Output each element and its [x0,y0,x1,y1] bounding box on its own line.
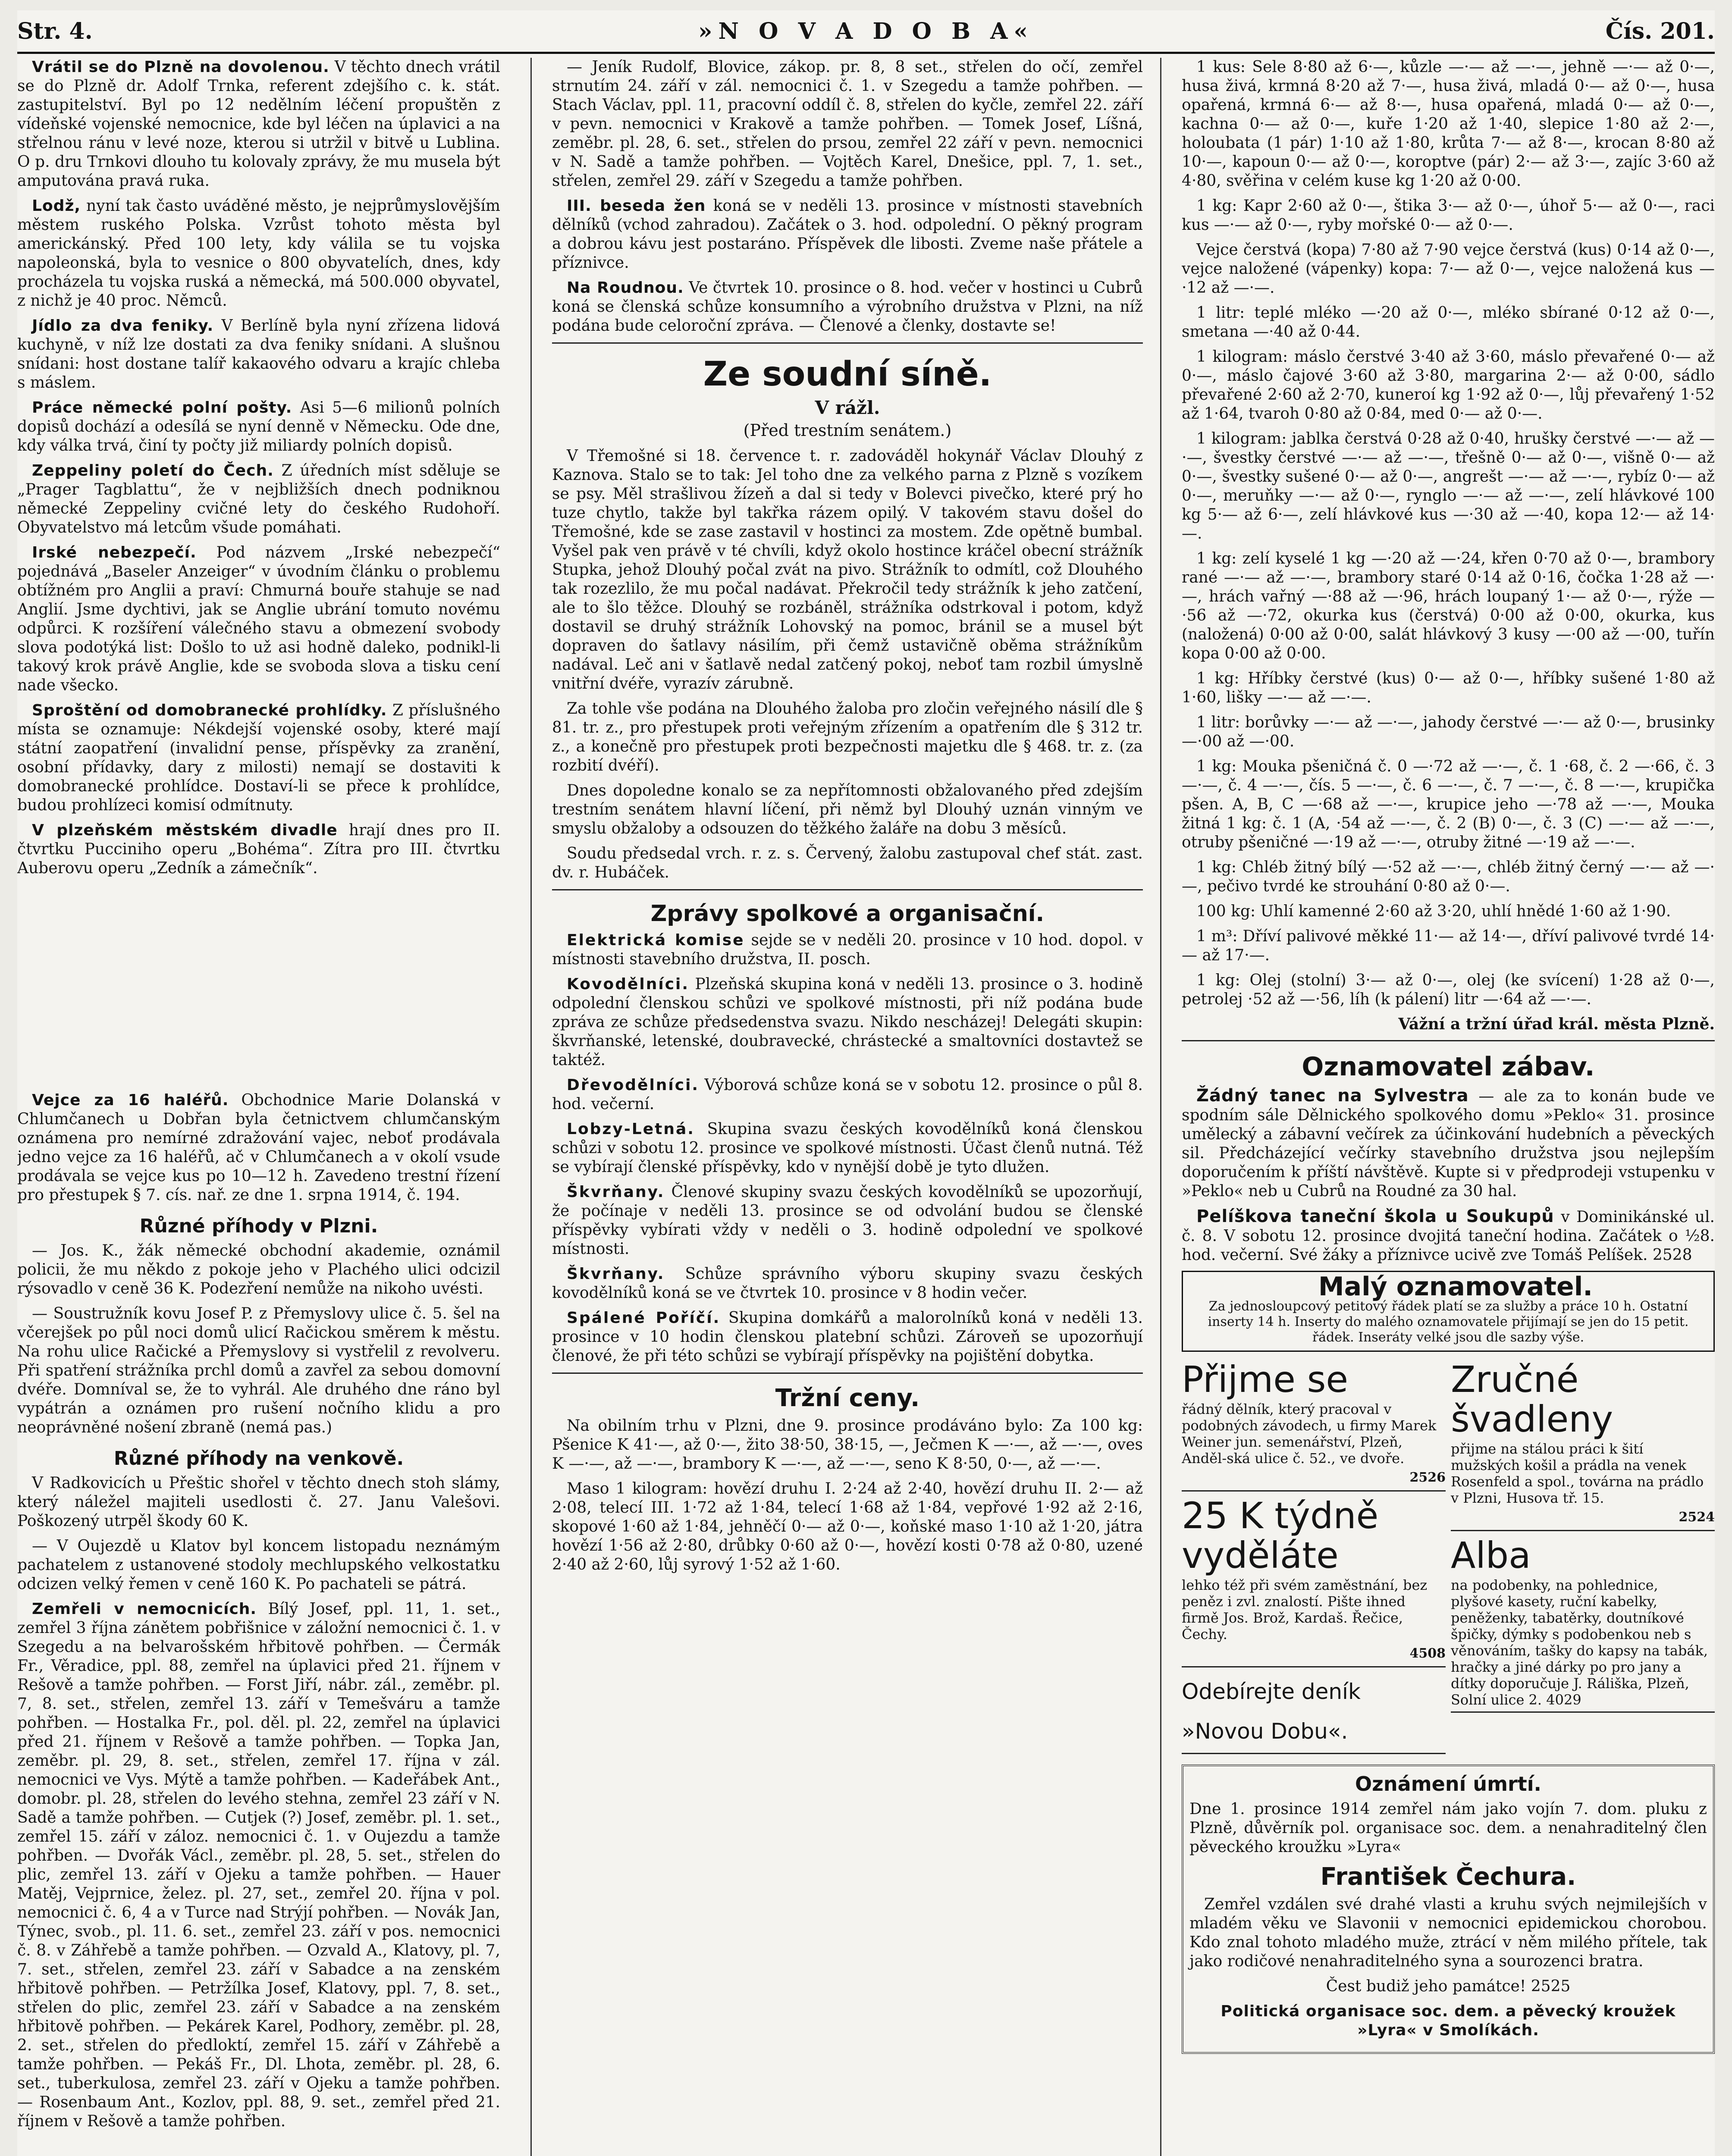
column-1 [17,58,500,2156]
newspaper-title: »N O V A D O B A« [698,18,1034,44]
classified-note: Za jednosloupcový petitový řádek platí se za služby a práce 10 h. Ostatní inserty 14 h. Inserty do malého oznamovatele přijímají se jen do 15 petit. řádek. Inseráty velké jsou dle sazby výše. [1208,1299,1689,1345]
price-paragraph: 1 m³: Dříví palivové měkké 11·— až 14·—, dříví palivové tvrdé 14·— až 17·—. [1182,928,1715,964]
news-text: hrají dnes pro II. čtvrtku Pucciniho operu „Bohéma“. Zítra pro III. čtvrtku Auberovu operu „Zedník a zámečník“. [17,821,500,877]
court-paragraph: Dnes dopoledne konalo se za nepřítomnosti obžalovaného před zdejším trestním senátem hlavní líčení, při němž byl Dlouhý uznán vinným ve smyslu obžaloby a odsouzen do těžkého žaláře na dobu 3 měsíců. [552,782,1143,837]
news-text: Pod názvem „Irské nebezpečí“ pojednává „Baseler Anzeiger“ v úvodním článku o problemu obtížném pro Anglii a praví: Chmurná bouře stahuje se nad Anglií. Jsme dychtivi, jak se Anglie ubrání tomuto novému odpůrci. K rozšíření válečného stavu a obmezení svobody slova podotýká list: Došlo to už asi hodně daleko, podnikl-li takový krok právě Anglie, kde se svoboda slova a tisku cení nade všecko. [17,544,500,694]
club-text: Členové skupiny svazu českých kovodělníků se upozorňují, že počínaje v neděli 13. prosince se od odvolání budou se členské příspěvky vybírati vždy v neděli o 3. hodině odpolední ve spolkové místnosti. [552,1183,1143,1258]
price-paragraph: 1 kilogram: jablka čerstvá 0·28 až 0·40, hrušky čerstvé —·— až —·—, švestky čerstvé —·— až —·—, třešně 0·— až 0·—, višně 0·— až 0·—, švestky sušené 0·— až 0·—, angrešt —·— až —·—, rybíz 0·— až 0·—, meruňky —·— až 0·—, rynglo —·— až —·—, zelí hlávkové 100 kg 5·— až 6·—, zelí hlávkové kus —·30 až —·40, kopa 12·— až 14·—. [1182,430,1715,542]
news-headline: III. beseda žen [567,197,706,215]
news-item [17,821,500,878]
issue-number: Čís. 201. [1605,18,1715,44]
news-headline: Práce německé polní pošty. [32,399,292,417]
ad-headline: Přijme se [1182,1358,1349,1401]
court-paragraph: Za tohle vše podána na Dlouhého žaloba pro zločin veřejného násilí dle § 81. tr. z., pro přestupek proti veřejným zřízením a opatřením dle § 312 tr. z., a konečně pro přestupek proti bezpečnosti majetku dle § 468. tr. z. (za rozbití dvéří). [552,700,1143,774]
news-text: V Berlíně byla nyní zřízena lidová kuchyně, v níž lze dostati za dva feniky snídani. A slušnou snídani: host dostane talíř kakaového odvaru a krajíc chleba s máslem. [17,317,500,392]
price-paragraph: 1 kg: Olej (stolní) 3·— až 0·—, olej (ke svícení) 1·28 až 0·—, petrolej ·52 až —·56, líh (k pálení) litr —·64 až —·—. [1182,971,1715,1008]
obituary-text: Dne 1. prosince 1914 zemřel nám jako vojín 7. dom. pluku z Plzně, důvěrník pol. organisace soc. dem. a nenahraditelný člen pěveckého kroužku »Lyra« [1189,1800,1707,1856]
news-headline: Jídlo za dva feniky. [32,317,214,335]
ad-headline: 25 K týdně vyděláte [1182,1495,1379,1576]
section-heading: Různé příhody v Plzni. [139,1215,378,1237]
club-name: Elektrická komise [567,931,745,949]
news-items [17,1091,500,1205]
news-item [17,197,500,310]
price-paragraph: 1 kg: zelí kyselé 1 kg —·20 až —·24, křen 0·70 až 0·—, brambory rané —·— až —·—, brambory staré 0·14 až 0·16, čočka 1·28 až —·—, hrách vařný —·88 až —·96, hrách loupaný 1·— až 0·—, rýže —·56 až —·72, okurka kus (čerstvá) 0·00 až 0·00, okurka, kus (naložená) 0·00 až 0·00, salát hlávkový 3 kusy —·00 až —·00, tuřín kopa 0·00 až 0·00. [1182,550,1715,662]
court-subheading: V rážl. [815,397,880,418]
news-headline: Na Roudnou. [567,279,684,297]
price-paragraph: 1 kg: Chléb žitný bílý —·52 až —·—, chléb žitný černý —·— až —·—, pečivo tvrdé ke strouhání 0·80 až 0·—. [1182,859,1715,895]
event-title: Pelíškova taneční škola u Soukupů [1196,1206,1554,1226]
page-number: Str. 4. [17,18,93,44]
club-text: Skupina domkářů a malorolníků koná v neděli 13. prosince v 10 hodin členskou platební schůzi. Zároveň se upozorňují členové, že při této schůzi se vybírají příspěvky na pojištění dobytka. [552,1309,1143,1365]
classified-ad [1182,1360,1446,1492]
club-text: Plzeňská skupina koná v neděli 13. prosince o 3. hodině odpolední členskou schůzi ve spolkové místnosti, při níž podána bude zpráva ze schůze předsedenstva svazu. Nikdo nescházej! Delegáti skupin: škvrňanské, letenské, doubravecké, chrástecké a smaltovníci dostavtež se taktéž. [552,975,1143,1069]
news-headline: Lodž, [32,197,81,215]
obituary [1182,1764,1715,2054]
event-text: — ale za to konán bude ve spodním sále Dělnického spolkového domu »Peklo« 31. prosince umělecký a zábavní večírek za účinkování hudebních a pěveckých sil. Předcházející večírky stavebního družstva jsou nejlepším doporučením k příští návštěvě. Kupte si v předprodeji vstupenku v »Peklo« neb u Cubrů na Roudné za 30 hal. [1182,1087,1715,1200]
column-divider [1160,58,1161,2156]
news-text: V Radkovicích u Přeštic shořel v těchto dnech stoh slámy, který náležel majiteli usedlosti č. 27. Janu Valešovi. Poškozený utrpěl škody 60 K. [17,1474,500,1530]
event-title: Žádný tanec na Sylvestra [1196,1086,1469,1106]
court-paragraph: V Třemošné si 18. července t. r. zadováděl hokynář Václav Dlouhý z Kaznova. Stalo se to tak: Jel toho dne za velkého parna z Plzně s vozíkem se psy. Měl strašlivou žízeň a dal si tedy v Bolevci pivečko, které prý ho tuze chytlo, takže byl takřka rázem opilý. V takovém stavu došel do Třemošné, kde se zase zastavil v hostinci za mostem. Zde opětně bumbal. Vyšel pak ven právě v té chvíli, když okolo hostince kráčel obecní strážník Stupka, jehož Dlouhý počal zvát na pivo. Strážník to odmítl, což Dlouhého tak rozezlilo, že mu počal nadávat. Překročil tedy strážník k jeho zatčení, ale to šlo těžce. Dlouhý se rozbáněl, strážníka odstrkoval i potom, když dostavil se druhý strážník Lohovský na pomoc, bránil se a musel být dopraven do šatlavy násilím, při čemž ustavičně oběma strážníkům nadával. Leč ani v šatlavě nedal zatčený pokoj, neboť tam rozbil úmyslně vnitřní dvéře, vyrazív zárubně. [552,447,1143,693]
news-text: — Soustružník kovu Josef P. z Přemyslovy ulice č. 5. šel na včerejšek po půl noci domů ulicí Račickou směrem k městu. Na rohu ulice Račické a Přemyslovy si vystřelil z revolveru. Při spatření strážníka prchl domů a zavřel za sebou domovní dvéře. Domníval se, že to vyhrál. Ale druhého dne ráno byl vypátrán a oznámen pro rušení nočního klidu a pro neoprávněné nošení zbraně (nemá pas.) [17,1305,500,1436]
news-headline: Vrátil se do Plzně na dovolenou. [32,58,329,76]
club-name: Lobzy-Letná. [567,1120,695,1138]
classified-title: Malý oznamovatel. [1318,1272,1593,1302]
court-heading: Ze soudní síně. [703,355,992,394]
market-heading: Tržní ceny. [775,1384,920,1412]
club-notice [552,1183,1143,1259]
event-notice [1182,1086,1715,1201]
news-headline: Zemřeli v nemocnicích. [32,1600,257,1618]
divider [552,1373,1143,1374]
news-text: V těchto dnech vrátil se do Plzně dr. Adolf Trnka, referent zdejšího c. k. stát. zastupitelství. Byl po 12 nedělním léčení propuštěn z vídeňské vojenské nemocnice, kde byl léčen na úplavici a na střelnou ránu v levé noze, kterou si utržil v bitvě u Lublina. O p. dru Trnkovi dlouho tu kolovaly zprávy, že mu musela být amputována pravá ruka. [17,58,500,190]
section-heading: Různé příhody na venkově. [113,1448,404,1470]
club-text: sejde se v neděli 20. prosince v 10 hod. dopol. v místnosti stavebního družstva, II. posch. [552,931,1143,968]
classified-ad [1451,1536,1715,1713]
news-item [17,317,500,392]
newspaper-page [17,10,1715,2156]
club-notice [552,1309,1143,1366]
news-text: koná se v neděli 13. prosince v místnosti stavebních dělníků (vchod zahradou). Začátek o 3. hod. odpolední. O pěkný program a dobrou kávu jest postaráno. Příspěvek dle libosti. Zveme naše přátele a příznivce. [552,197,1143,272]
news-item [552,279,1143,335]
price-paragraph: Vejce čerstvá (kopa) 7·80 až 7·90 vejce čerstvá (kus) 0·14 až 0·—, vejce naložené (vápenky) kopa: 7·— až 0·—, vejce naložená kus —·12 až —·—. [1182,241,1715,297]
news-item [17,58,500,191]
ad-text: lehko též při svém zaměstnání, bez peněz i zvl. znalostí. Pište ihned firmě Jos. Brož, Kardaš. Řečice, Čechy. [1182,1577,1428,1642]
divider [552,342,1143,344]
event-notice [1182,1207,1715,1265]
news-item [17,1600,500,2131]
club-notice [552,1265,1143,1303]
divider [1182,1040,1715,1041]
news-item [17,398,500,455]
column-3 [1182,58,1715,2156]
news-item [17,543,500,695]
price-paragraph: 1 litr: borůvky —·— až —·—, jahody čerstvé —·— až 0·—, brusinky —·00 až —·00. [1182,714,1715,750]
news-items [17,58,500,878]
news-text: Z příslušného místa se oznamuje: Nékdejší vojenské osoby, které mají státní zaopatření (invalidní pense, příspěvky za zranění, osobní přídavky, dary z milosti) nemají se dostaviti k domobranecké prohlídce. Dostaví-li se přece k prohlídce, budou prohlízeci komisí odmítnuty. [17,702,500,814]
market-prices [552,1416,1143,1574]
price-paragraph: 1 kilogram: máslo čerstvé 3·40 až 3·60, máslo převařené 0·— až 0·—, máslo čajové 3·60 až 3·80, margarina 2·— až 0·00, sádlo převařené 2·60 až 2·70, kuneroí kg 1·92 až 0·—, lůj převařený 1·52 až 1·64, tvaroh 0·80 až 0·84, med 0·— až 0·—. [1182,348,1715,423]
ad-headline: Zručné švadleny [1451,1358,1613,1440]
club-text: Skupina svazu českých kovodělníků koná členskou schůzi v sobotu 12. prosince ve spolkové místnosti. Účast členů nutná. Též se vybírají členské příspěvky, kdo v nynější době je tyto dlužen. [552,1120,1143,1176]
column-divider [530,58,532,2156]
news-item [17,1304,500,1437]
news-item [17,1537,500,1594]
ad-headline: Alba [1451,1534,1531,1576]
ad-number: 4508 [1409,1646,1446,1661]
price-paragraph: 100 kg: Uhlí kamenné 2·60 až 3·20, uhlí hnědé 1·60 až 1·90. [1196,903,1671,920]
news-headline: Irské nebezpečí. [32,544,197,561]
clubs-heading: Zprávy spolkové a organisační. [650,901,1045,927]
club-notice [552,1076,1143,1114]
court-note: (Před trestním senátem.) [743,421,952,440]
news-text: Obchodnice Marie Dolanská v Chlumčanech u Dobřan byla četnictvem chlumčanským oznámena pro nemírné zdražování vajec, neboť prodávala jedno vejce za 16 haléřů, ač v Chlumčanech a v okolí vsude prodávala se vejce kus po 10—12 h. Zavedeno trestní řízení pro přestupek § 7. cís. nař. ze dne 1. srpna 1914, č. 194. [17,1091,500,1204]
price-paragraph: 1 kg: Kapr 2·60 až 0·—, štika 3·— až 0·—, úhoř 5·— až 0·—, raci kus —·— až 0·—, ryby mořské 0·— až 0·—. [1182,197,1715,234]
club-text: Výborová schůze koná se v sobotu 12. prosince o půl 8. hod. večerní. [552,1076,1143,1113]
news-text: Bílý Josef, ppl. 11, 1. set., zemřel 3 října zánětem pobřišnice v záložní nemocnici č. 1. v Szegedu a na belvarošském hřbitově pohřben. — Čermák Fr., Věradice, ppl. 88, zemřel na úplavici před 21. říjnem v Rešově a tamže pohřben. — Forst Jiří, nábr. zál., zeměbr. pl. 7, 8. set., střelen, zemřel 13. září v Temešváru a tamže pohřben. — Hostalka Fr., pol. děl. pl. 22, zemřel na úplavici před 21. říjnem v Rešově a tamže pohřben. — Topka Jan, zeměbr. pl. 29, 8. set., střelen, zemřel 17. října v zál. nemocnici ve Vys. Mýtě a tamže pohřben. — Kadeřábek Ant., domobr. pl. 28, střelen do levého stehna, zemřel 23 září v N. Sadě a tamže pohřben. — Cutjek (?) Josef, zeměbr. pl. 1. set., zemřel 15. září v záloz. nemocnici č. 1. v Oujezdu a tamže pohřben. — Dvořák Václ., zeměbr. pl. 28, 5. set., střelen do plic, zemřel 13. září v Ojeku a tamže pohřben. — Hauer Matěj, Vejprnice, želez. pl. 27, set., zemřel 20. října v pol. nemocnici č. 6, 4 a v Turce nad Strýjí pohřben. — Novák Jan, Týnec, svob., pl. 11. 6. set., zemřel 23. září v pos. nemocnici č. 8. v Záhřebě a tamže pohřben. — Ozvald A., Klatovy, pl. 7, 7. set., střelen, zemřel 23. září v Sabadce a na zenském hřbitově pohřben. — Petržílka Josef, Klatovy, ppl. 7, 8. set., střelen do plic, zemřel 23. září v Sabadce a na zenském hřbitově pohřben. — Pekárek Karel, Podhory, zeměbr. pl. 28, 2. set., střelen do předloktí, zemřel 15. září v Záhřebě a tamže pohřben. — Pekáš Fr., Dl. Lhota, zeměbr. pl. 28, 6. set., tuberkulosa, zemřel 23. září v Ojeku a tamže pohřben. — Rosenbaum Ant., Kozlov, ppl. 88, 9. set., zemřel před 21. říjnem v Rešově a tamže pohřben. [17,1600,500,2130]
ad-text: řádný dělník, který pracoval v podobných závodech, u firmy Marek Weiner jun. semenářství, Plzeň, Anděl-ská ulice č. 52., ve dvoře. [1182,1401,1437,1467]
news-text: — V Oujezdě u Klatov byl koncem listopadu neznámým pachatelem z ustanovené stodoly mechlupského velkostatku odcizen velký řemen v ceně 160 K. Po pachateli se pátrá. [17,1537,500,1593]
news-item [17,461,500,537]
news-items [552,58,1143,335]
news-text: nyní tak často uváděné město, je nejprůmyslovějším městem ruského Polska. Vzrůst tohoto města byl americkánský. Před 100 lety, kdy válila se tu vojska napoleonská, byla to vesnice o 800 obyvatelích, dnes, kdy procházela tu vojska ruská a německá, má 500.000 obyvatel, z nichž je 40 proc. Němců. [17,197,500,310]
price-paragraph: 1 kg: Hříbky čerstvé (kus) 0·— až 0·—, hříbky sušené 1·80 až 1·60, lišky —·— až —·—. [1182,670,1715,706]
column-2 [552,58,1143,2156]
classified-ads [1182,1357,1715,1758]
news-item [17,701,500,815]
news-items [17,1474,500,2131]
ads-right [1451,1357,1715,1758]
price-paragraph: 1 kus: Sele 8·80 až 6·—, kůzle —·— až —·—, jehně —·— až 0·—, husa živá, krmná 8·20 až 7·—, husa živá, mladá 0·— až 0·—, husa opařená, krmná 6·— až 8·—, husa opařená, mladá 0·— až 0·—, kachna 0·— až 0·—, kuře 1·20 až 1·40, slepice 1·80 až 2·—, holoubata (1 pár) 1·10 až 1·80, krůta 7·— až 8·—, krocan 8·80 až 10·—, kapoun 0·— až 0·—, koroptve (pár) 2·— až 3·—, zajíc 3·60 až 4·80, svěřina v celém kuse kg 1·20 až 0·00. [1182,58,1715,190]
news-headline: Sproštění od domobranecké prohlídky. [32,702,387,719]
news-item [17,1241,500,1298]
ad-text: na podobenky, na pohlednice, plyšové kasety, ruční kabelky, peněženky, tabatěrky, doutníkové špičky, dýmky s podobenkou neb s věnováním, tašky do kapsy na tabák, hračky a jiné dárky po pro jany a dítky doporučuje J. Ráliška, Plzeň, Solní ulice 2. 4029 [1451,1577,1708,1708]
obituary-title: Oznámení úmrtí. [1355,1772,1541,1796]
news-item [17,1091,500,1205]
price-paragraph: 1 kg: Mouka pšeničná č. 0 —·72 až —·—, č. 1 ·68, č. 2 —·66, č. 3 —·—, č. 4 —·—, čís. 5 —·—, č. 6 —·—, č. 7 —·—, č. 8 —·—, krupička pšen. A, B, C —·68 až —·—, krupice jeho —·78 až —·—, Mouka žitná 1 kg: č. 1 (A, ·54 až —·—, č. 2 (B) 0·—, č. 3 (C) —·— až —·—, otruby pšeničné —·19 až —·—, otruby žitné —·19 až —·—. [1182,758,1715,851]
ad-text: přijme na stálou práci k šití mužských košil a prádla na venek Rosenfeld a spol., továrna na prádlo v Plzni, Husova tř. 15. [1451,1441,1704,1506]
obituary-text-2: Zemřel vzdálen své drahé vlasti a kruhu svých nejmilejších v mladém věku ve Slavonii v nemocnici epidemickou chorobou. Kdo znal tohoto mladého muže, ztrácí v něm milého přítele, tak jako rodičové nenahraditelného syna a sourozenci bratra. [1189,1896,1707,1970]
masthead [17,10,1715,54]
news-text: Asi 5—6 milionů polních dopisů dochází a odesílá se nyní denně v Německu. Ode dne, kdy válka trvá, činí ty počty již miliardy polních dopisů. [17,399,500,454]
market-paragraph: Na obilním trhu v Plzni, dne 9. prosince prodáváno bylo: Za 100 kg: Pšenice K 41·—, až 0·—, žito 38·50, 38·15, —, Ječmen K —·—, až —·—, oves K —·—, až —·—, brambory K —·—, až —·—, seno K 8·50, 0·—, až —·—. [552,1417,1143,1473]
blank-space [17,884,500,1091]
obituary-name: František Čechura. [1320,1863,1576,1891]
news-headline: Vejce za 16 haléřů. [32,1091,229,1109]
court-article [552,447,1143,882]
event-text: v Dominikánské ul. č. 8. V sobotu 12. prosince dvojitá taneční hodina. Začátek o ½8. hod. večerní. Své žáky a příznivce ucivě zve Tomáš Pelíšek. 2528 [1182,1208,1715,1264]
classified-ad [1182,1672,1446,1754]
news-text: — Jos. K., žák německé obchodní akademie, oznámil policii, že mu někdo z pokoje jeho v Plachého ulici odcizil rýsovadlo v ceně 36 K. Podezření nemůže na nikoho uvésti. [17,1242,500,1297]
club-notice [552,931,1143,969]
classified-ad [1182,1496,1446,1667]
club-name: Škvrňany. [567,1265,665,1283]
news-item [17,1474,500,1531]
news-text: Ve čtvrtek 10. prosince o 8. hod. večer v hostinci u Cubrů koná se členská schůze konsumního a výrobního družstva v Plzni, na níž podána bude celoroční zpráva. — Členové a členky, dostavte se! [552,279,1143,335]
events-heading: Oznamovatel zábav. [1302,1052,1595,1082]
classified-ad [1451,1360,1715,1531]
club-notice [552,1120,1143,1177]
club-text: Schůze správního výboru skupiny svazu českých kovodělníků koná se ve čtvrtek 10. prosince v 8 hodin večer. [552,1265,1143,1302]
market-signature: Vážní a tržní úřad král. města Plzně. [1398,1015,1715,1033]
ad-number: 2526 [1409,1470,1446,1485]
classified-header [1182,1271,1715,1352]
price-paragraph: 1 litr: teplé mléko —·20 až 0·—, mléko sbírané 0·12 až 0·—, smetana —·40 až 0·44. [1182,304,1715,341]
ad-number: 2524 [1679,1510,1715,1525]
news-headline: V plzeňském městském divadle [32,821,338,839]
club-name: Škvrňany. [567,1183,665,1201]
club-notice [552,975,1143,1070]
news-headline: Zeppeliny poletí do Čech. [32,462,274,479]
obituary-closing: Čest budiž jeho památce! 2525 [1326,1977,1571,1995]
club-name: Kovodělníci. [567,975,690,993]
news-item [552,197,1143,273]
club-name: Dřevodělníci. [567,1076,700,1094]
ad-headline: Odebírejte deník »Novou Dobu«. [1182,1679,1361,1744]
news-text: Z úředních míst sděluje se „Prager Tagblattu“, že v nejbližších dnech podniknou německé Zeppeliny cvičné lety do českého Rudohoří. Obyvatelstvo má letcům všude pomáhati. [17,462,500,536]
events-list [1182,1086,1715,1265]
market-paragraph: Maso 1 kilogram: hovězí druhu I. 2·24 až 2·40, hovězí druhu II. 2·— až 2·08, telecí III. 1·72 až 1·84, telecí 1·68 až 1·84, vepřové 1·92 až 2·16, skopové 1·60 až 1·84, jehněčí 0·— až 0·—, koňské maso 1·10 až 1·20, játra hovězí 1·56 až 2·80, drůbky 0·60 až 0·—, hovězí kosti 0·78 až 0·80, uzené 2·40 až 2·60, lůj syrový 1·52 až 1·60. [552,1480,1143,1573]
court-paragraph: Soudu předsedal vrch. r. z. s. Červený, žalobu zastupoval chef stát. zast. dv. r. Hubáček. [552,845,1143,881]
divider [552,889,1143,890]
news-text: — Jeník Rudolf, Blovice, zákop. pr. 8, 8 set., střelen do očí, zemřel strnutím 24. září v zál. nemocnici č. 1. v Szegedu a tamže pohřben. — Stach Václav, ppl. 11, pracovní oddíl č. 8, střelen do kyčle, zemřel 22. září v pevn. nemocnici v Krakově a tamže pohřben. — Tomek Josef, Líšná, zeměbr. pl. 28, 6. set., střelen do prsou, zemřel 22 září v pevn. nemocnici v N. Sadě a tamže pohřben. — Vojtěch Karel, Dnešice, ppl. 7, 1. set., střelen, zemřel 29. září v Szegedu a tamže pohřben. [552,58,1143,190]
clubs-list [552,931,1143,1366]
news-items [17,1241,500,1437]
club-name: Spálené Poříčí. [567,1309,721,1327]
market-prices-continued [1182,58,1715,1009]
obituary-signature: Politická organisace soc. dem. a pěvecký kroužek »Lyra« v Smolíkách. [1221,2002,1676,2039]
ads-left [1182,1357,1446,1758]
news-item [552,58,1143,191]
